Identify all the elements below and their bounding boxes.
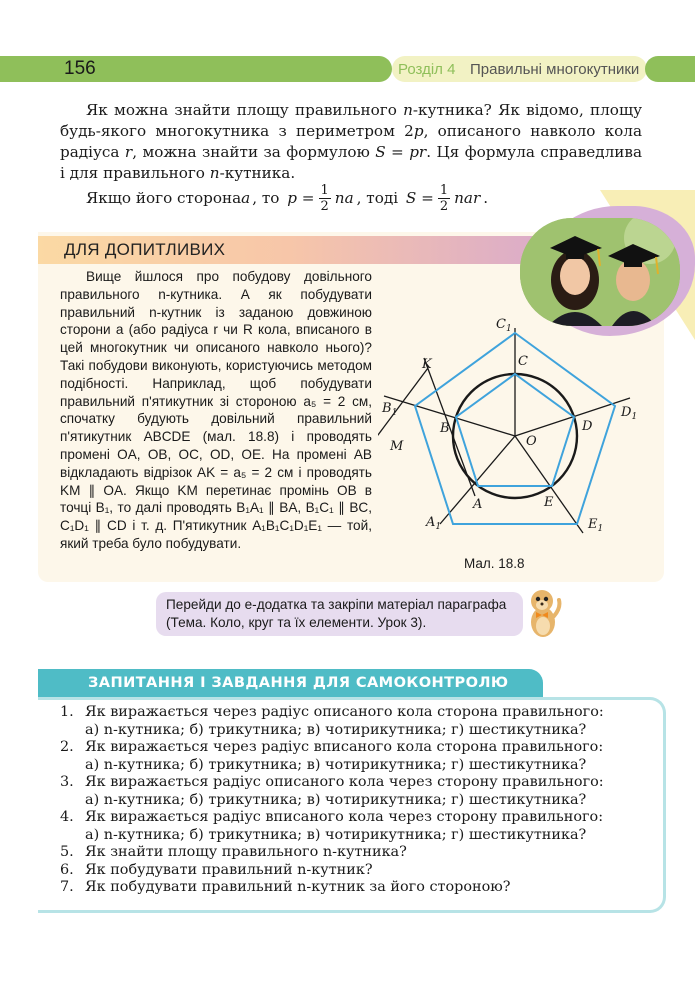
label-b: B bbox=[440, 421, 450, 436]
label-c1: $C_1$ bbox=[496, 317, 512, 334]
ray-oe bbox=[515, 436, 583, 533]
header-bar-left bbox=[0, 56, 392, 82]
questions-list bbox=[60, 704, 640, 897]
e-addon-text: Перейди до е-додатка та закріпи матеріал параграфа (Тема. Коло, круг та їх елементи. Урок 3). bbox=[166, 597, 507, 630]
intro-formula-line: Якщо його сторона a , то p = $\frac{1}{2}$ na , тоді S = $\frac{1}{2}$ nar . bbox=[86, 182, 489, 214]
perimeter-formula: p = $\frac{1}{2}$ na bbox=[287, 182, 354, 214]
header-bar-right bbox=[645, 56, 695, 82]
label-e1: $E_1$ bbox=[588, 517, 604, 534]
label-c: C bbox=[518, 354, 528, 369]
page-number: 156 bbox=[64, 58, 96, 79]
list-item: 7. Як побудувати правильний n-кутник за його стороною? bbox=[60, 879, 511, 895]
figure-caption: Мал. 18.8 bbox=[464, 556, 525, 571]
area-formula: S = $\frac{1}{2}$ nar bbox=[405, 182, 481, 214]
intro-paragraph: Як можна знайти площу правильного n-кутника? Як відомо, площу будь-якого многокутника з периметром 2p, описаного навколо кола радіуса r, можна знайти за формулою S = pr. Ця формула справедлива і для правильного n-кутника. bbox=[60, 101, 643, 182]
label-e: E bbox=[544, 495, 554, 510]
label-o: O bbox=[526, 434, 537, 449]
label-a1: $A_1$ bbox=[426, 515, 442, 532]
curious-text: Вище йшлося про побудову довільного правильного n-кутника. А як побудувати правильний n-кутник із заданою довжиною сторони a (або радіуса r чи R кола, вписаного в цей многокутник чи описаного навколо нього)? Такі побудови виконують, користуючись методом подібності. Наприклад, щоб побудувати правильний п'ятикутник зі стороною a₅ = 2 см, спочатку будують довільний правильний п'ятикутник ABCDE (мал. 18.8) і проводять промені OA, OB, OC, OD, OE. На промені AB відкладають відрізок AK = a₅ = 2 см і проводять KM ∥ OA. Якщо KM перетинає промінь OB в точці B₁, то далі проводять B₁A₁ ∥ BA, B₁C₁ ∥ BC, C₁D₁ ∥ CD і т. д. П'ятикутник A₁B₁C₁D₁E₁ — той, який треба було побудувати. bbox=[60, 269, 372, 551]
list-item: 5. Як знайти площу правильного n-кутника? bbox=[60, 844, 407, 860]
label-k: K bbox=[422, 357, 432, 372]
header-topic: Правильні многокутники bbox=[470, 61, 640, 78]
list-item: 4. Як виражається радіус вписаного кола через сторону правильного: а) n-кутника; б) трикутника; в) чотирикутника; г) шестикутника? bbox=[60, 809, 604, 843]
label-m: M bbox=[390, 439, 404, 454]
label-d: D bbox=[582, 419, 593, 434]
label-b1: $B_1$ bbox=[382, 401, 398, 418]
figure-18-8 bbox=[378, 308, 664, 558]
meerkat-mascot-icon bbox=[523, 586, 563, 638]
header-chapter: Розділ 4 bbox=[398, 61, 456, 78]
list-item: 6. Як побудувати правильний n-кутник? bbox=[60, 861, 373, 878]
questions-title: ЗАПИТАННЯ І ЗАВДАННЯ ДЛЯ САМОКОНТРОЛЮ bbox=[88, 674, 509, 691]
list-item: 3. Як виражається радіус описаного кола через сторону правильного: а) n-кутника; б) трикутника; в) чотирикутника; г) шестикутника? bbox=[60, 774, 604, 808]
label-a: A bbox=[473, 497, 483, 512]
list-item: 2. Як виражається через радіус вписаного кола сторона правильного: а) n-кутника; б) трикутника; в) чотирикутника; г) шестикутника? bbox=[60, 739, 604, 773]
label-d1: $D_1$ bbox=[621, 405, 638, 422]
curious-title: ДЛЯ ДОПИТЛИВИХ bbox=[64, 240, 226, 259]
list-item: 1. Як виражається через радіус описаного кола сторона правильного: а) n-кутника; б) трикутника; в) чотирикутника; г) шестикутника? bbox=[60, 704, 604, 738]
